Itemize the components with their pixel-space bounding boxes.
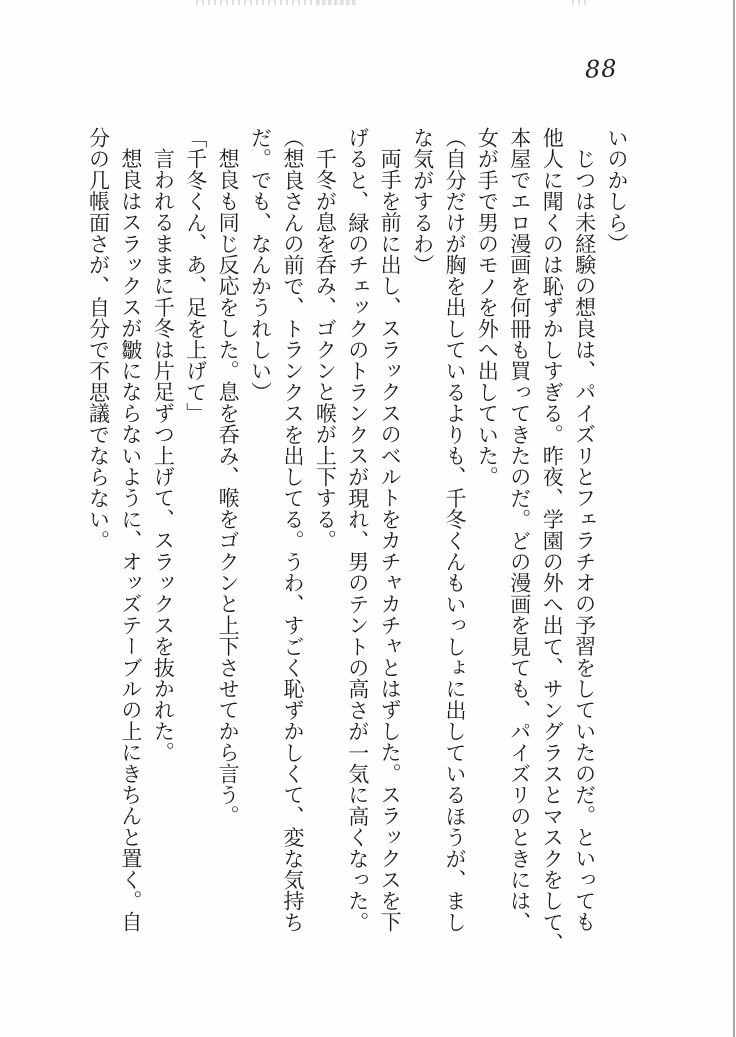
text-line: （自分だけが胸を出しているよりも、千冬くんもいっしょに出しているほうが、まし xyxy=(442,127,467,933)
scan-top-artifact xyxy=(318,0,356,5)
text-line: 他人に聞くのは恥ずかしすぎる。昨夜、学園の外へ出て、サングラスとマスクをして、 xyxy=(540,127,565,954)
text-line: な気がするわ） xyxy=(410,127,435,276)
text-line: 分の几帳面さが、自分で不思議でならない。 xyxy=(86,127,111,551)
text-line: 本屋でエロ漫画を何冊も買ってきたのだ。どの漫画を見ても、パイズリのときには、 xyxy=(507,127,532,933)
scan-edge-line xyxy=(733,0,735,1037)
text-line: 想良はスラックスが皺にならないように、オッズテーブルの上にきちんと置く。自 xyxy=(118,148,143,933)
text-line: 「千冬くん、あ、足を上げて」 xyxy=(183,127,208,424)
text-line: だ。でも、なんかうれしい） xyxy=(248,127,273,403)
text-line: 千冬が息を呑み、ゴクンと喉が上下する。 xyxy=(313,148,338,551)
text-line: いのかしら） xyxy=(605,127,629,255)
text-line: 両手を前に出し、スラックスのベルトをカチャカチャとはずした。スラックスを下 xyxy=(378,148,403,933)
page-number: 88 xyxy=(584,54,619,84)
text-line: 女が手で男のモノを外へ出していた。 xyxy=(475,127,500,488)
text-line: げると、緑のチェックのトランクスが現れ、男のテントの高さが一気に高くなった。 xyxy=(345,127,370,933)
text-line: 言われるままに千冬は片足ずつ上げて、スラックスを抜かれた。 xyxy=(151,148,176,763)
scan-top-artifact xyxy=(572,0,588,5)
text-line: （想良さんの前で、トランクスを出してる。うわ、すごく恥ずかしくて、変な気持ち xyxy=(280,127,305,933)
vertical-text-block xyxy=(82,127,633,963)
text-line: じつは未経験の想良は、パイズリとフェラチオの予習をしていたのだ。といっても xyxy=(572,148,597,933)
text-line: 想良も同じ反応をした。息を呑み、喉をゴクンと上下させてから言う。 xyxy=(216,148,241,827)
